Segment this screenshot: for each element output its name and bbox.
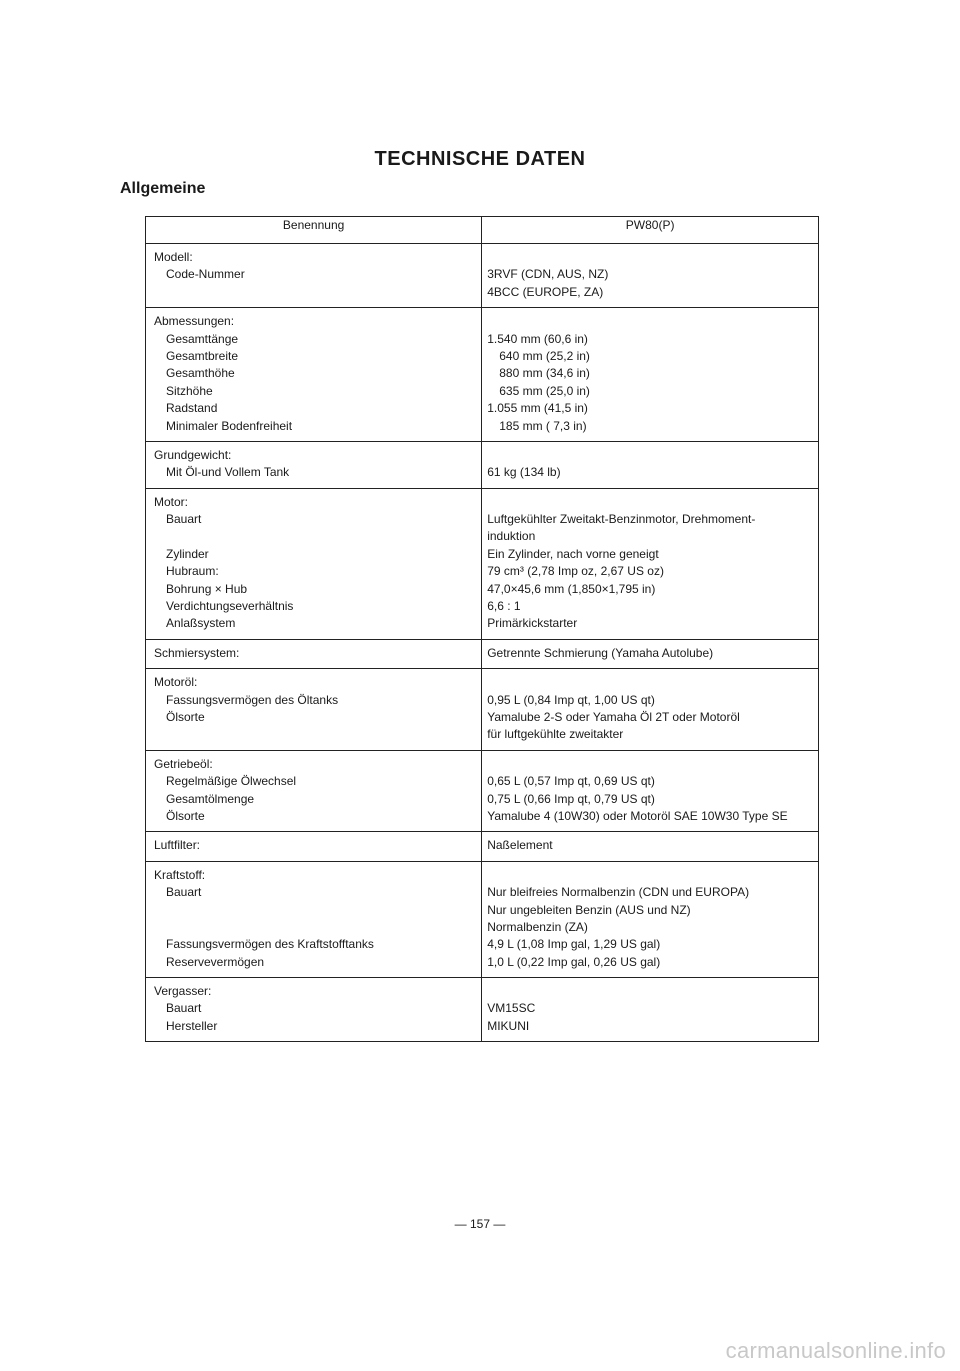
spec-section-row [146,750,819,832]
spec-item-value: 640 mm (25,2 in) [499,348,590,363]
spec-group-label: Schmiersystem: [154,645,240,660]
spec-item-label: Code-Nummer [166,267,245,282]
spec-group-label: Vergasser: [154,984,212,999]
spec-group-label: Kraftstoff: [154,867,206,882]
spec-section-row [146,244,819,308]
spec-item-value: 4,9 L (1,08 Imp gal, 1,29 US gal) [487,937,661,952]
spec-label-cell [146,861,482,977]
spec-group-label: Abmessungen: [154,314,235,329]
spec-label-cell [146,308,482,442]
spec-item-value: 185 mm ( 7,3 in) [499,418,587,433]
spec-item-label: Regelmäßige Ölwechsel [166,774,297,789]
spec-item-value: 1.540 mm (60,6 in) [487,331,588,346]
spec-item-value: Luftgekühlter Zweitakt-Benzinmotor, Drehmoment- [487,512,756,527]
spec-item-value: MIKUNI [487,1018,530,1033]
spec-item-label: Anlaßsystem [166,616,236,631]
spec-item-value: Naßelement [487,838,553,853]
spec-item-label: Bauart [166,1001,202,1016]
spec-value-cell [482,488,819,639]
spec-item-value: 880 mm (34,6 in) [499,366,590,381]
spec-value-cell [482,308,819,442]
spec-item-value: 61 kg (134 lb) [487,465,561,480]
spec-value-cell [482,441,819,488]
spec-group-label: Modell: [154,250,193,264]
spec-item-label: Ölsorte [166,709,205,724]
spec-item-label: Sitzhöhe [166,383,213,398]
spec-value-cell [482,978,819,1042]
spec-group-label: Grundgewicht: [154,447,232,462]
spec-item-value: 1,0 L (0,22 Imp gal, 0,26 US gal) [487,954,661,969]
spec-item-value: VM15SC [487,1001,536,1016]
spec-label-cell [146,639,482,668]
spec-value-cell [482,639,819,668]
spec-item-value: 0,65 L (0,57 Imp qt, 0,69 US qt) [487,774,655,789]
spec-value-cell [482,750,819,832]
page-title: TECHNISCHE DATEN [374,148,586,170]
spec-item-label: Minimaler Bodenfreiheit [166,418,293,433]
spec-item-label: Radstand [166,401,218,416]
spec-item-label: Gesamtölmenge [166,791,255,806]
spec-item-label: Hubraum: [166,564,219,579]
spec-item-value: 4BCC (EUROPE, ZA) [487,284,604,299]
spec-item-label: Fassungsvermögen des Kraftstofftanks [166,937,374,952]
spec-item-value: Getrennte Schmierung (Yamaha Autolube) [487,645,714,660]
spec-item-value: 0,75 L (0,66 Imp qt, 0,79 US qt) [487,791,655,806]
spec-item-value: 6,6 : 1 [487,599,521,614]
spec-value-cell [482,832,819,861]
spec-item-value: Yamalube 2-S oder Yamaha Öl 2T oder Motoröl [487,709,740,724]
spec-section-row [146,441,819,488]
spec-item-label [154,902,481,919]
spec-item-label: Fassungsvermögen des Öltanks [166,692,339,707]
spec-item-value: für luftgekühlte zweitakter [487,727,624,742]
spec-label-cell [146,669,482,751]
spec-item-value: Primärkickstarter [487,616,578,631]
spec-item-label [154,919,481,936]
spec-label-cell [146,244,482,308]
spec-label-cell [146,441,482,488]
spec-item-label: Gesamthöhe [166,366,235,381]
spec-section-row [146,639,819,668]
spec-label-cell [146,488,482,639]
spec-item-value: 0,95 L (0,84 Imp qt, 1,00 US qt) [487,692,655,707]
spec-section-row [146,861,819,977]
spec-label-cell [146,832,482,861]
spec-group-label: Getriebeöl: [154,756,213,771]
watermark: carmanualsonline.info [725,1338,946,1363]
spec-value-cell [482,244,819,308]
spec-group-label: Motoröl: [154,675,198,690]
spec-item-label: Bauart [166,885,202,900]
spec-item-label: Verdichtungseverhältnis [166,599,294,614]
spec-item-label: Reservevermögen [166,954,265,969]
spec-value-cell [482,861,819,977]
table-header-row [146,217,819,244]
spec-item-label: Hersteller [166,1018,218,1033]
spec-label-cell [146,750,482,832]
spec-item-value: 47,0×45,6 mm (1,850×1,795 in) [487,581,656,596]
section-subtitle: Allgemeine [120,180,206,197]
spec-section-row [146,832,819,861]
spec-item-value: 3RVF (CDN, AUS, NZ) [487,267,609,282]
spec-item-label: Bauart [166,512,202,527]
spec-table [145,216,819,1042]
spec-item-value: 1.055 mm (41,5 in) [487,401,588,416]
spec-group-label: Luftfilter: [154,838,201,853]
spec-item-value: 79 cm³ (2,78 Imp oz, 2,67 US oz) [487,564,664,579]
spec-group-label: Motor: [154,494,189,509]
spec-section-row [146,308,819,442]
page-number: — 157 — [454,1217,506,1231]
spec-item-label: Ölsorte [166,808,205,823]
header-benennung: Benennung [146,217,482,244]
spec-item-value: Nur ungebleiten Benzin (AUS und NZ) [487,902,691,917]
spec-item-value: induktion [487,529,536,544]
spec-item-value: Yamalube 4 (10W30) oder Motoröl SAE 10W30 Type SE [487,808,788,823]
spec-item-label: Gesamttänge [166,331,239,346]
spec-section-row [146,978,819,1042]
spec-item-label [154,528,481,545]
spec-item-value: Ein Zylinder, nach vorne geneigt [487,546,659,561]
spec-item-value: Normalbenzin (ZA) [487,919,588,934]
spec-item-label: Zylinder [166,546,209,561]
spec-section-row [146,488,819,639]
spec-value-cell [482,669,819,751]
header-model: PW80(P) [482,217,819,244]
spec-item-value: Nur bleifreies Normalbenzin (CDN und EUROPA) [487,885,750,900]
spec-item-label: Gesamtbreite [166,348,239,363]
spec-item-value: 635 mm (25,0 in) [499,383,590,398]
spec-item-label: Mit Öl-und Vollem Tank [166,465,290,480]
spec-body [146,244,819,1042]
spec-label-cell [146,978,482,1042]
spec-section-row [146,669,819,751]
spec-item-label: Bohrung × Hub [166,581,248,596]
